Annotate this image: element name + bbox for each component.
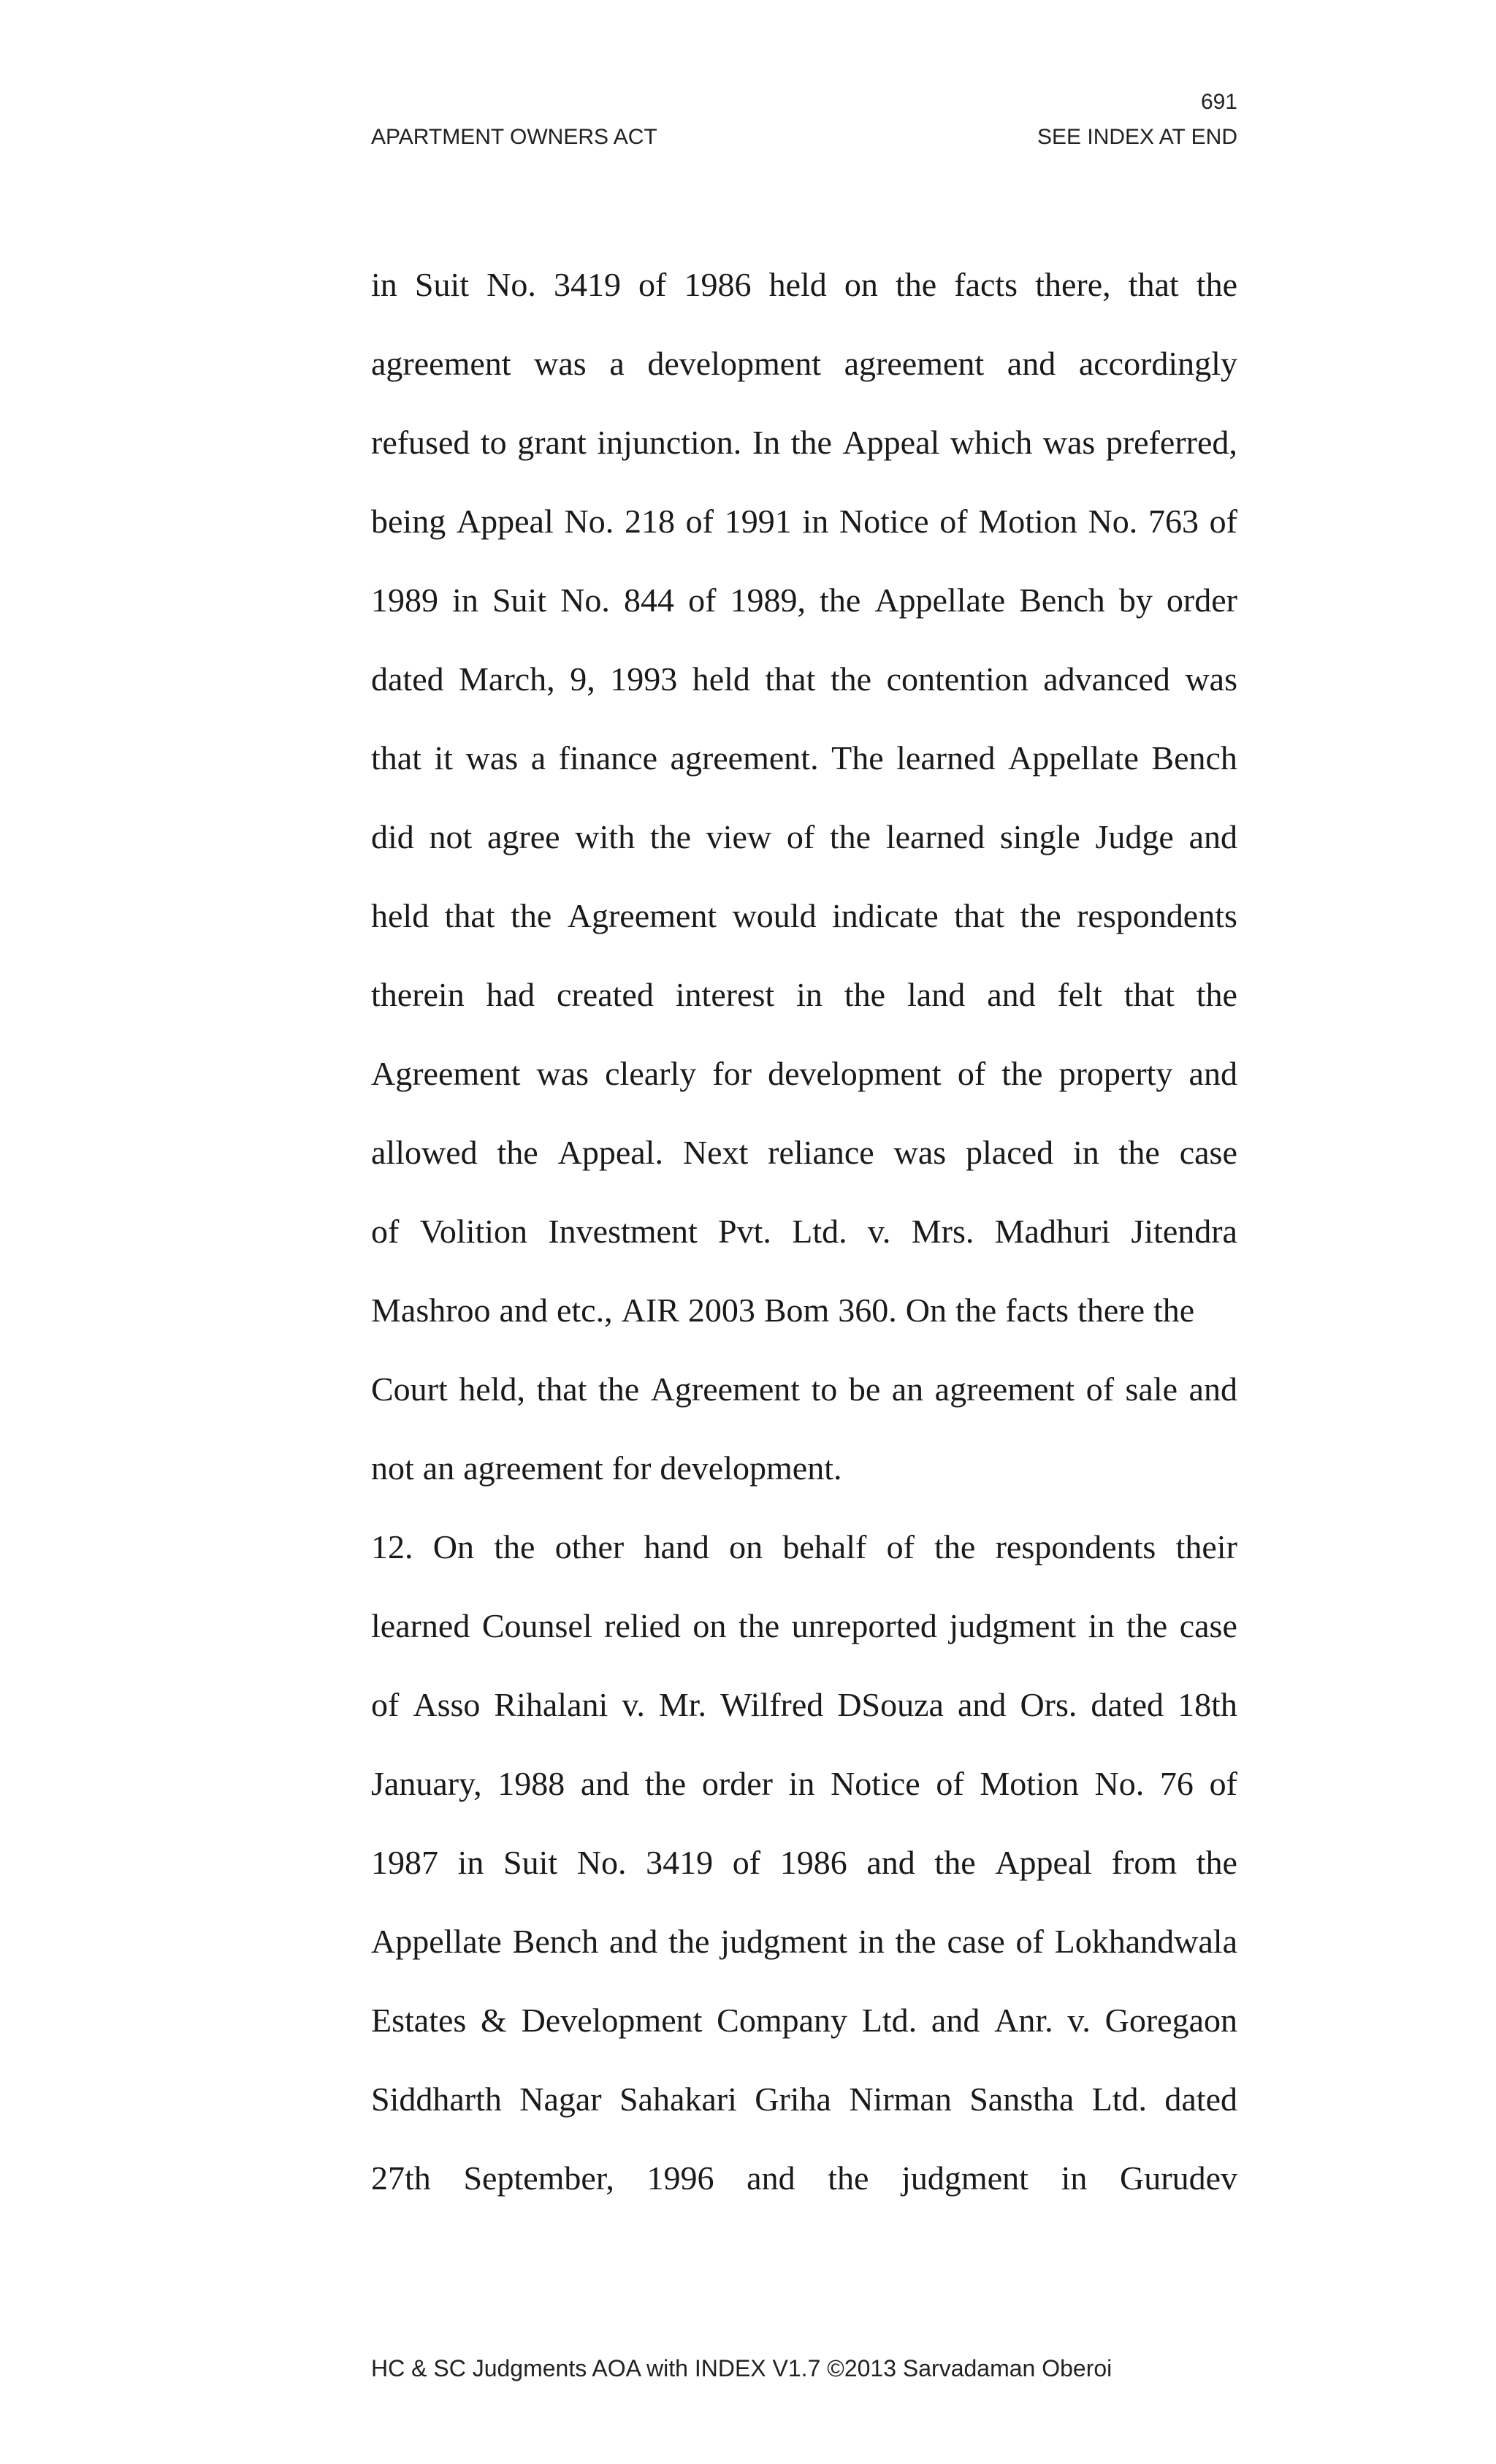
text-line: 1987 in Suit No. 3419 of 1986 and the Appeal from the: [371, 1844, 1237, 1881]
page-footer: HC & SC Judgments AOA with INDEX V1.7 ©2013 Sarvadaman Oberoi: [371, 2355, 1113, 2381]
text-line: January, 1988 and the order in Notice of Motion No. 76 of: [371, 1765, 1237, 1802]
text-line: dated March, 9, 1993 held that the contention advanced was: [371, 660, 1237, 698]
text-line: of Asso Rihalani v. Mr. Wilfred DSouza and Ors. dated 18th: [371, 1686, 1237, 1723]
text-line: agreement was a development agreement and accordingly: [371, 345, 1237, 382]
text-line: therein had created interest in the land and felt that the: [371, 976, 1237, 1013]
text-line: held that the Agreement would indicate that the respondents: [371, 897, 1237, 934]
text-line: that it was a finance agreement. The learned Appellate Bench: [371, 739, 1237, 777]
text-line: 1989 in Suit No. 844 of 1989, the Appellate Bench by order: [371, 581, 1237, 619]
page-number: 691: [1200, 90, 1237, 114]
text-line: being Appeal No. 218 of 1991 in Notice of Motion No. 763 of: [371, 503, 1237, 540]
text-line: Estates & Development Company Ltd. and Anr. v. Goregaon: [371, 2002, 1237, 2039]
text-line: Appellate Bench and the judgment in the case of Lokhandwala: [371, 1923, 1237, 1960]
text-line: not an agreement for development.: [371, 1449, 842, 1487]
running-header-index-note: SEE INDEX AT END: [1037, 125, 1237, 149]
text-line: did not agree with the view of the learned single Judge and: [371, 818, 1237, 855]
text-line: in Suit No. 3419 of 1986 held on the facts there, that the: [371, 266, 1237, 303]
text-line: refused to grant injunction. In the Appeal which was preferred,: [371, 424, 1237, 461]
text-line: Siddharth Nagar Sahakari Griha Nirman Sanstha Ltd. dated: [371, 2080, 1237, 2118]
text-line: learned Counsel relied on the unreported judgment in the case: [371, 1607, 1237, 1644]
text-line: Agreement was clearly for development of the property and: [371, 1055, 1237, 1092]
text-line: Mashroo and etc., AIR 2003 Bom 360. On the facts there the: [371, 1292, 1195, 1329]
text-line: of Volition Investment Pvt. Ltd. v. Mrs. Madhuri Jitendra: [371, 1213, 1237, 1250]
text-line: 12. On the other hand on behalf of the respondents their: [371, 1528, 1237, 1565]
judgment-body-text: [371, 259, 1237, 2231]
text-line: 27th September, 1996 and the judgment in Gurudev: [371, 2159, 1237, 2197]
text-line: allowed the Appeal. Next reliance was placed in the case: [371, 1134, 1237, 1171]
text-line: Court held, that the Agreement to be an agreement of sale and: [371, 1370, 1237, 1408]
running-header-title: APARTMENT OWNERS ACT: [371, 125, 657, 149]
